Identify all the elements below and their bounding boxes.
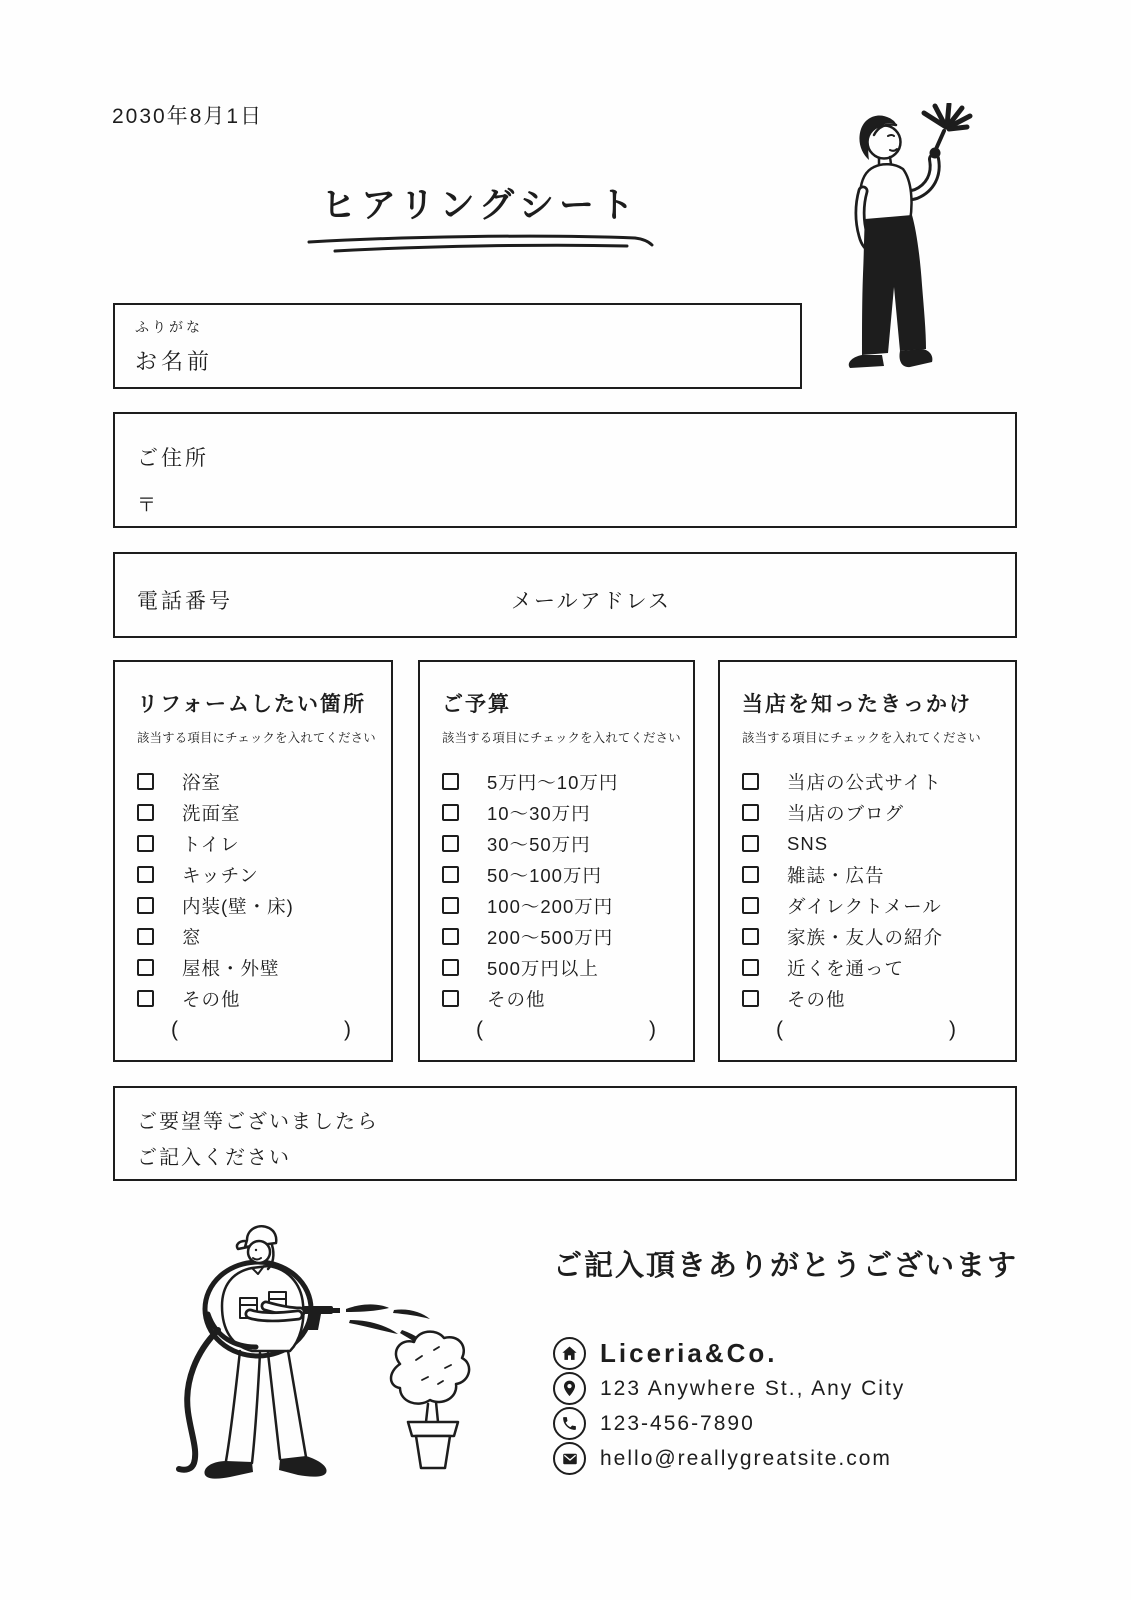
checkbox-row[interactable] [442, 921, 675, 952]
page-title: ヒアリングシート [321, 186, 639, 225]
checkbox[interactable] [137, 928, 154, 945]
title-block [300, 178, 660, 261]
checkbox-label: 洗面室 [182, 802, 241, 824]
company-contact-block [553, 1336, 1023, 1476]
checkbox-label: SNS [787, 832, 829, 854]
checkbox[interactable] [137, 835, 154, 852]
checkbox-label: 家族・友人の紹介 [787, 926, 944, 948]
checkbox-label: 10〜30万円 [487, 802, 591, 824]
checkbox-row[interactable] [742, 797, 997, 828]
checkbox-list [442, 766, 675, 1014]
company-email: hello@reallygreatsite.com [600, 1446, 892, 1470]
checkbox[interactable] [742, 773, 759, 790]
section-instruction: 該当する項目にチェックを入れてください [442, 731, 681, 745]
section-title: ご予算 [442, 693, 511, 716]
checkbox[interactable] [137, 990, 154, 1007]
checkbox-row[interactable] [137, 983, 373, 1014]
checkbox[interactable] [742, 804, 759, 821]
company-email-row [553, 1441, 1023, 1476]
checkbox[interactable] [442, 866, 459, 883]
company-phone-row [553, 1406, 1023, 1441]
checkbox-list [137, 766, 373, 1014]
checkbox-row[interactable] [137, 766, 373, 797]
checkbox-label: 浴室 [182, 771, 222, 793]
section-reform-spots [113, 660, 393, 1062]
phone-icon [553, 1407, 586, 1440]
checkbox[interactable] [137, 959, 154, 976]
checkbox-label: 雑誌・広告 [787, 864, 885, 886]
section-budget [418, 660, 695, 1062]
other-write-in-field[interactable] [171, 1018, 351, 1042]
checkbox-label: 屋根・外壁 [182, 957, 280, 979]
checkbox[interactable] [442, 804, 459, 821]
checkbox-label: 5万円〜10万円 [487, 771, 619, 793]
section-instruction: 該当する項目にチェックを入れてください [137, 731, 376, 745]
checkbox-row[interactable] [137, 952, 373, 983]
checkbox[interactable] [442, 773, 459, 790]
checkbox-row[interactable] [442, 983, 675, 1014]
checkbox[interactable] [742, 959, 759, 976]
checkbox-row[interactable] [442, 952, 675, 983]
checkbox[interactable] [742, 897, 759, 914]
watering-person-illustration [148, 1210, 483, 1495]
checkbox[interactable] [742, 990, 759, 1007]
checkbox[interactable] [137, 866, 154, 883]
email-icon [553, 1442, 586, 1475]
checkbox-label: 50〜100万円 [487, 864, 602, 886]
section-instruction: 該当する項目にチェックを入れてください [742, 731, 981, 745]
contact-input-box[interactable] [113, 552, 1017, 638]
location-pin-icon [553, 1372, 586, 1405]
paren-open: ( [476, 1018, 483, 1041]
checkbox-row[interactable] [137, 921, 373, 952]
name-input-box[interactable] [113, 303, 802, 389]
checkbox[interactable] [442, 897, 459, 914]
checkbox-label: その他 [487, 988, 546, 1010]
address-label: ご住所 [137, 447, 209, 470]
checkbox[interactable] [442, 990, 459, 1007]
phone-label: 電話番号 [137, 590, 233, 613]
title-underline-decoration [305, 230, 655, 256]
requests-input-box[interactable] [113, 1086, 1017, 1181]
checkbox-label: 500万円以上 [487, 957, 599, 979]
checkbox[interactable] [742, 928, 759, 945]
checkbox-row[interactable] [442, 890, 675, 921]
checkbox-label: トイレ [182, 833, 240, 855]
other-write-in-field[interactable] [776, 1018, 956, 1042]
checkbox-row[interactable] [442, 797, 675, 828]
paren-close: ) [949, 1018, 956, 1041]
checkbox-row[interactable] [742, 921, 997, 952]
cleaning-person-illustration [836, 103, 976, 393]
checkbox-label: 当店のブログ [787, 802, 905, 824]
checkbox-row[interactable] [442, 828, 675, 859]
checkbox-label: その他 [787, 988, 846, 1010]
checkbox-row[interactable] [742, 859, 997, 890]
section-title: リフォームしたい箇所 [137, 693, 366, 716]
checkbox[interactable] [442, 835, 459, 852]
checkbox-row[interactable] [137, 797, 373, 828]
checkbox-row[interactable] [137, 859, 373, 890]
document-date: 2030年8月1日 [112, 105, 264, 128]
company-address: 123 Anywhere St., Any City [600, 1376, 906, 1400]
checkbox[interactable] [742, 835, 759, 852]
checkbox-label: 当店の公式サイト [787, 771, 942, 793]
checkbox-row[interactable] [137, 890, 373, 921]
company-name-row [553, 1336, 1023, 1371]
checkbox-row[interactable] [742, 983, 997, 1014]
checkbox-row[interactable] [442, 766, 675, 797]
paren-close: ) [649, 1018, 656, 1041]
checkbox-label: 100〜200万円 [487, 895, 614, 917]
checkbox-label: 内装(壁・床) [182, 895, 294, 917]
checkbox[interactable] [137, 773, 154, 790]
checkbox-label: ダイレクトメール [787, 895, 942, 917]
checkbox[interactable] [442, 928, 459, 945]
requests-label-line2: ご記入ください [137, 1147, 291, 1169]
paren-close: ) [344, 1018, 351, 1041]
company-address-row [553, 1371, 1023, 1406]
checkbox-label: キッチン [182, 864, 259, 886]
checkbox-row[interactable] [742, 890, 997, 921]
checkbox-label: 窓 [182, 926, 202, 948]
checkbox-row[interactable] [742, 828, 997, 859]
section-title: 当店を知ったきっかけ [742, 693, 972, 716]
checkbox[interactable] [742, 866, 759, 883]
paren-open: ( [776, 1018, 783, 1041]
company-name: Liceria&Co. [600, 1338, 778, 1368]
other-write-in-field[interactable] [476, 1018, 656, 1042]
checkbox-row[interactable] [742, 952, 997, 983]
address-input-box[interactable] [113, 412, 1017, 528]
checkbox-label: 200〜500万円 [487, 926, 614, 948]
section-referral-source [718, 660, 1017, 1062]
paren-open: ( [171, 1018, 178, 1041]
checkbox[interactable] [137, 897, 154, 914]
checkbox[interactable] [137, 804, 154, 821]
checkbox-row[interactable] [137, 828, 373, 859]
checkbox-row[interactable] [442, 859, 675, 890]
name-label: お名前 [135, 349, 214, 374]
furigana-label: ふりがな [135, 319, 203, 335]
home-icon [553, 1337, 586, 1370]
thank-you-message: ご記入頂きありがとうございます [553, 1250, 1019, 1282]
requests-label-line1: ご要望等ございましたら [137, 1111, 379, 1133]
postal-mark: 〒 [137, 495, 157, 516]
checkbox-row[interactable] [742, 766, 997, 797]
email-label: メールアドレス [511, 590, 671, 613]
checkbox-list [742, 766, 997, 1014]
checkbox[interactable] [442, 959, 459, 976]
company-phone: 123-456-7890 [600, 1411, 755, 1435]
checkbox-label: 30〜50万円 [487, 833, 591, 855]
checkbox-label: その他 [182, 988, 241, 1010]
checkbox-label: 近くを通って [787, 957, 905, 979]
